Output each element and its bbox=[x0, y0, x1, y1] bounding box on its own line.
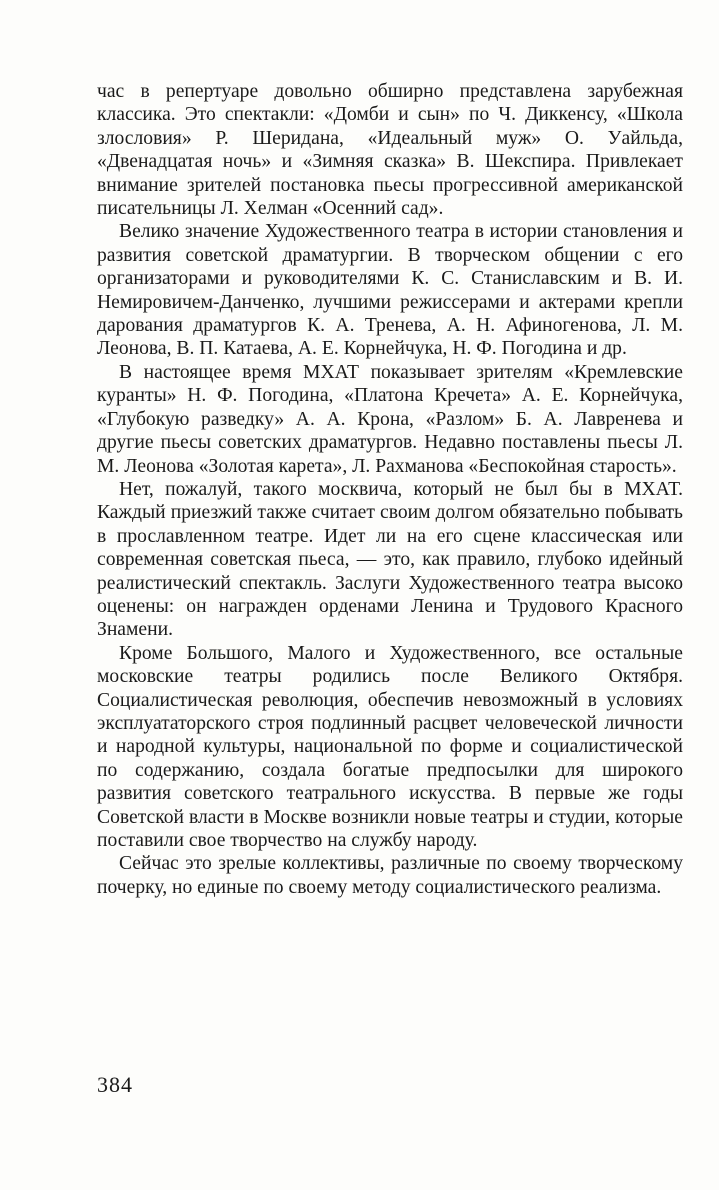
paragraph-3: В настоящее время МХАТ показывает зрителям «Кремлевские куранты» Н. Ф. Погодина, «Платона Кречета» А. Е. Корнейчука, «Глубокую разведку» А. А. Крона, «Разлом» Б. А. Лавренева и другие пьесы советских драматургов. Недавно поставлены пьесы Л. М. Леонова «Золотая карета», Л. Рахманова «Беспокойная старость». bbox=[97, 361, 683, 477]
paragraph-5: Кроме Большого, Малого и Художественного, все остальные московские театры родились после Великого Октября. Социалистическая революция, обеспечив невозможный в условиях эксплуататорского строя подлинный расцвет человеческой личности и народной культуры, национальной по форме и социалистической по содержанию, создала богатые предпосылки для широкого развития советского театрального искусства. В первые же годы Советской власти в Москве возникли новые театры и студии, которые поставили свое творчество на службу народу. bbox=[97, 642, 683, 851]
paragraph-2: Велико значение Художественного театра в истории становления и развития советской драматургии. В творческом общении с его организаторами и руководителями К. С. Станиславским и В. И. Немировичем-Данченко, лучшими режиссерами и актерами крепли дарования драматургов К. А. Тренева, А. Н. Афиногенова, Л. М. Леонова, В. П. Катаева, А. Е. Корнейчука, Н. Ф. Погодина и др. bbox=[97, 221, 683, 360]
page-number: 384 bbox=[97, 1072, 133, 1097]
body-text bbox=[97, 80, 683, 899]
paragraph-4: Нет, пожалуй, такого москвича, который не был бы в МХАТ. Каждый приезжий также считает своим долгом обязательно побывать в прославленном театре. Идет ли на его сцене классическая или современная советская пьеса, — это, как правило, глубоко идейный реалистический спектакль. Заслуги Художественного театра высоко оценены: он награжден орденами Ленина и Трудового Красного Знамени. bbox=[97, 478, 683, 641]
paragraph-6: Сейчас это зрелые коллективы, различные по своему творческому почерку, но единые по своему методу социалистического реализма. bbox=[97, 853, 683, 898]
paragraph-1: час в репертуаре довольно обширно представлена зарубежная классика. Это спектакли: «Домби и сын» по Ч. Диккенсу, «Школа злословия» Р. Шеридана, «Идеальный муж» О. Уайльда, «Двенадцатая ночь» и «Зимняя сказка» В. Шекспира. Привлекает внимание зрителей постановка пьесы прогрессивной американской писательницы Л. Хелман «Осенний сад». bbox=[97, 81, 683, 220]
